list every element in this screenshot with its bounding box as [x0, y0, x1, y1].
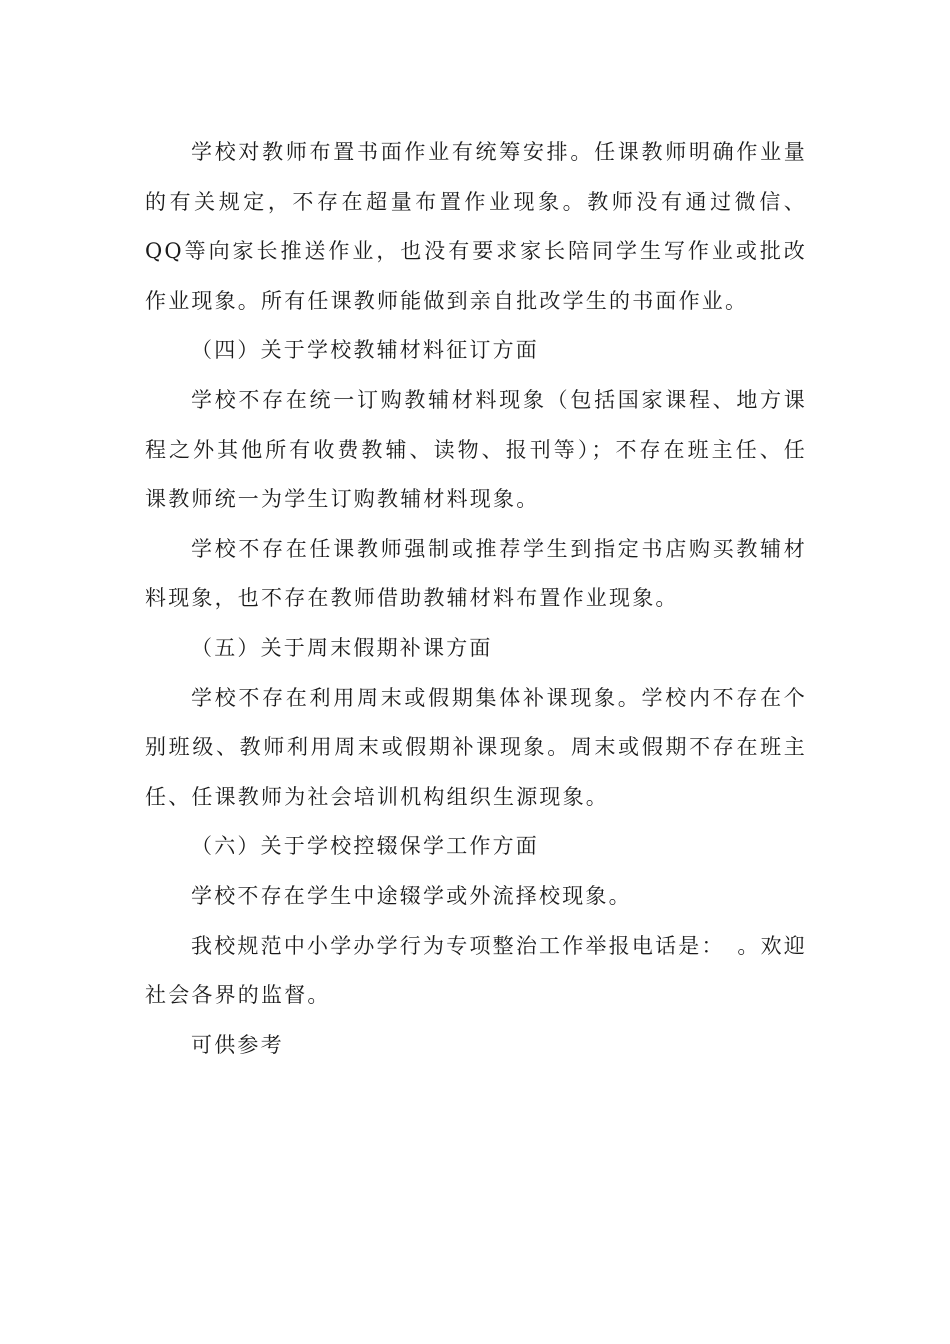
paragraph-materials-bookstore: 学校不存在任课教师强制或推荐学生到指定书店购买教辅材料现象，也不存在教师借助教辅材料布置作业现象。 — [145, 536, 807, 611]
section-heading-6: （六）关于学校控辍保学工作方面 — [191, 834, 539, 859]
paragraph-hotline: 我校规范中小学办学行为专项整治工作举报电话是： 。欢迎社会各界的监督。 — [145, 933, 807, 1008]
document-page — [145, 128, 807, 1070]
section-heading-4: （四）关于学校教辅材料征订方面 — [191, 338, 539, 363]
paragraph-reference-note: 可供参考 — [191, 1032, 284, 1057]
paragraph-materials-ordering: 学校不存在统一订购教辅材料现象（包括国家课程、地方课程之外其他所有收费教辅、读物、报刊等）；不存在班主任、任课教师统一为学生订购教辅材料现象。 — [145, 387, 807, 512]
paragraph-weekend-tutoring: 学校不存在利用周末或假期集体补课现象。学校内不存在个别班级、教师利用周末或假期补课现象。周末或假期不存在班主任、任课教师为社会培训机构组织生源现象。 — [145, 685, 807, 809]
paragraph-homework: 学校对教师布置书面作业有统筹安排。任课教师明确作业量的有关规定，不存在超量布置作业现象。教师没有通过微信、QQ等向家长推送作业，也没有要求家长陪同学生写作业或批改作业现象。所有任课教师能做到亲自批改学生的书面作业。 — [145, 140, 807, 313]
section-heading-5: （五）关于周末假期补课方面 — [191, 635, 493, 660]
paragraph-dropout: 学校不存在学生中途辍学或外流择校现象。 — [191, 883, 632, 908]
